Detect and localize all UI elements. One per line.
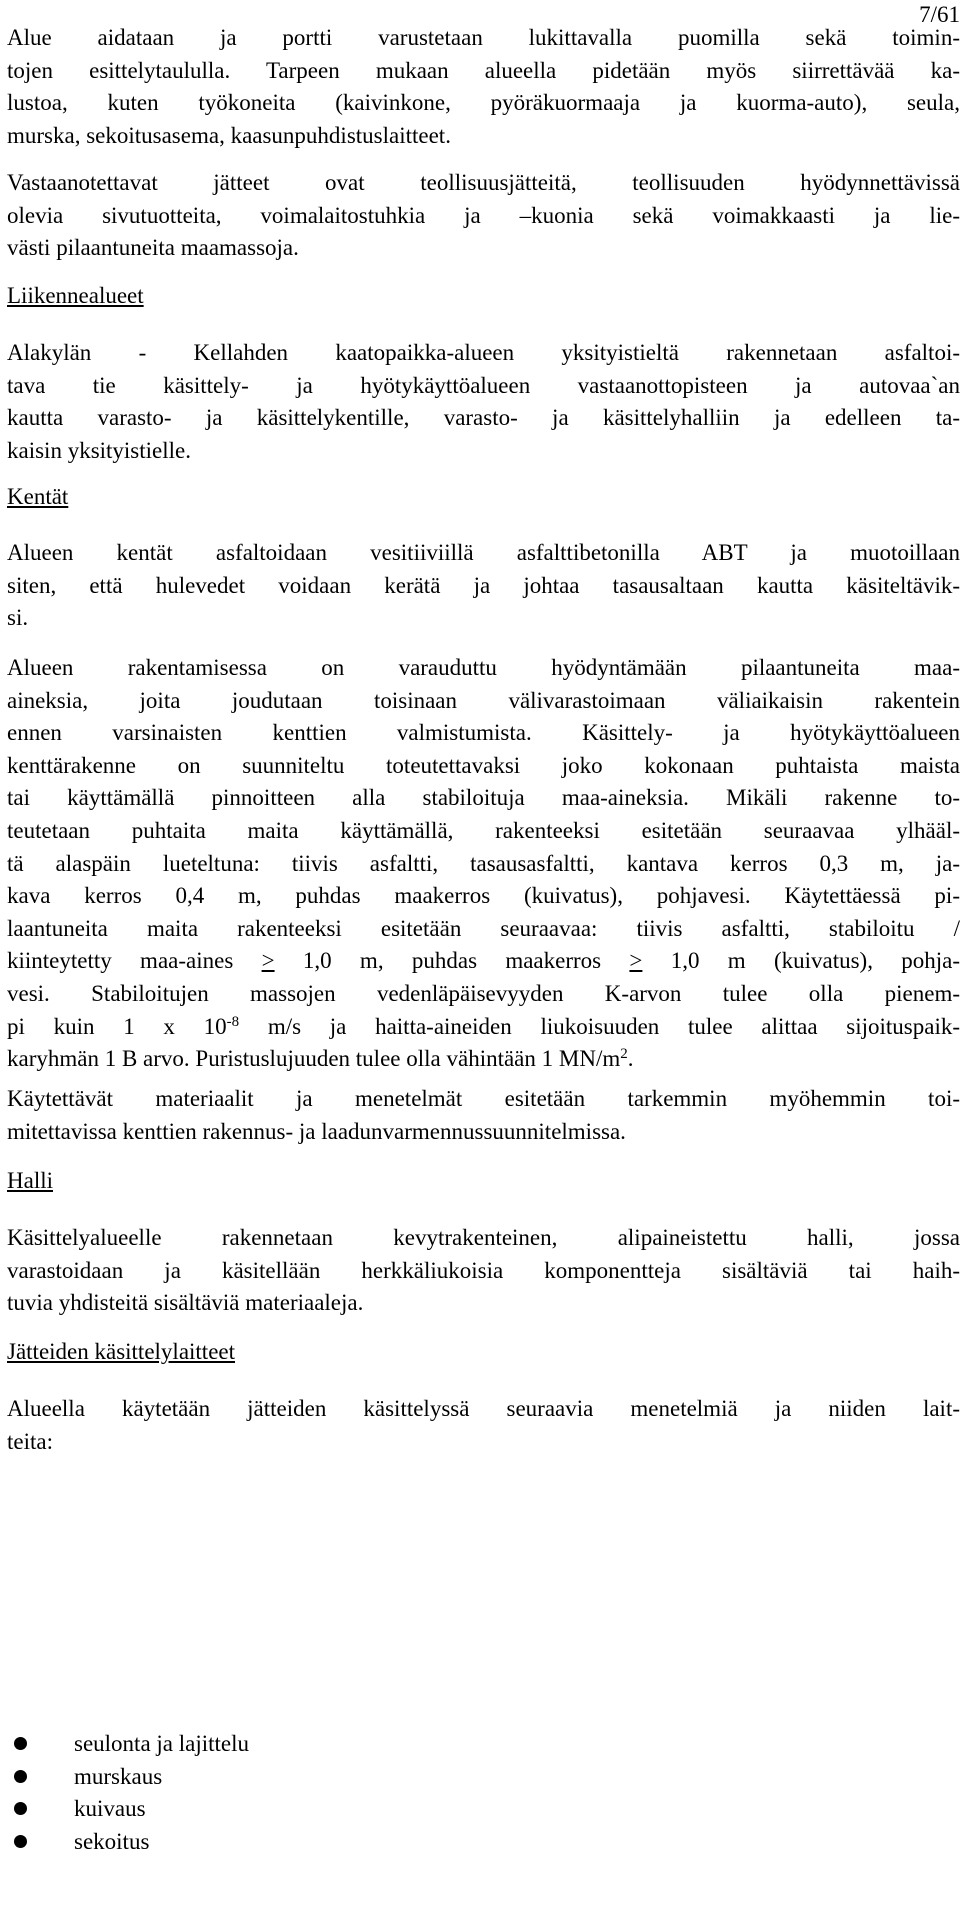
exponent: 2 [620,1046,628,1063]
text-line: västi pilaantuneita maamassoja. [7,235,299,261]
section-heading-liikennealueet [7,280,960,313]
text-line: laantuneita maita rakenteeksi esitetään seuraavaa: tiivis asfaltti, stabiloitu / [7,915,960,941]
text-line: mitettavissa kenttien rakennus- ja laadunvarmennussuunnitelmissa. [7,1118,626,1144]
text-line [7,1011,960,1044]
text-segment: . [627,1046,634,1072]
text-line: Alakylän - Kellahden kaatopaikka-alueen yksityistieltä rakennetaan asfaltoi- [7,340,960,365]
list-item-text: seulonta ja lajittelu [74,1731,250,1756]
text-line: Käytettävät materiaalit ja menetelmät esitetään tarkemmin myöhemmin toi- [7,1086,960,1111]
list-item-text: sekoitus [74,1828,150,1854]
text-line: olevia sivutuotteita, voimalaitostuhkia ja –kuonia sekä voimakkaasti ja lie- [7,202,960,228]
heading-text: Kentät [7,484,69,509]
text-line: tojen esittelytaululla. Tarpeen mukaan alueella pidetään myös siirrettävää ka- [7,57,960,83]
page-number: 7/61 [919,2,960,27]
text-line: kava kerros 0,4 m, puhdas maakerros (kuivatus), pohjavesi. Käytettäessä pi- [7,883,960,909]
text-line: tava tie käsittely- ja hyötykäyttöalueen vastaanottopisteen ja autovaa`an [7,372,960,398]
text-line: varastoidaan ja käsitellään herkkäliukoisia komponentteja sisältäviä tai haih- [7,1257,960,1283]
heading-text: Halli [7,1168,53,1193]
text-line: tä alaspäin lueteltuna: tiivis asfaltti, tasausasfaltti, kantava kerros 0,3 m, ja- [7,850,960,876]
text-line: Alueella käytetään jätteiden käsittelyssä seuraavia menetelmiä ja niiden lait- [7,1396,960,1421]
text-line: lustoa, kuten työkoneita (kaivinkone, pyöräkuormaaja ja kuorma-auto), seula, [7,90,960,116]
text-segment: kiinteytetty maa-aines [7,948,262,974]
text-line: vesi. Stabiloitujen massojen vedenläpäisevyyden K-arvon tulee olla pienem- [7,980,960,1006]
heading-text: Jätteiden käsittelylaitteet [7,1339,236,1364]
heading-text: Liikennealueet [7,283,144,308]
text-line: teita: [7,1428,53,1454]
paragraph-equipment [7,1393,960,1458]
text-line: Alueen kentät asfaltoidaan vesitiiviillä asfalttibetonilla ABT ja muotoillaan [7,540,960,565]
section-heading-halli [7,1165,960,1198]
bullet-icon [14,1835,27,1848]
bullet-icon [14,1802,27,1815]
text-segment: 1,0 m (kuivatus), pohja- [642,948,960,974]
paragraph-materials [7,1083,960,1148]
text-line: Vastaanotettavat jätteet ovat teollisuusjätteitä, teollisuuden hyödynnettävissä [7,170,960,195]
text-line: ennen varsinaisten kenttien valmistumista. Käsittely- ja hyötykäyttöalueen [7,720,960,746]
text-line: tuvia yhdisteitä sisältäviä materiaaleja. [7,1290,364,1316]
paragraph-fields [7,537,960,635]
list-item-text: murskaus [74,1763,163,1789]
greater-equal-sign: > [261,948,275,974]
text-segment: karyhmän 1 B arvo. Puristuslujuuden tulee olla vähintään 1 MN/m [7,1046,621,1072]
list-item [7,1793,249,1826]
section-heading-kentat [7,481,960,514]
list-item [7,1761,249,1794]
list-item-text: kuivaus [74,1796,146,1822]
text-line: teutetaan puhtaita maita käyttämällä, rakenteeksi esitetään seuraavaa ylhääl- [7,817,960,843]
text-line: tai käyttämällä pinnoitteen alla stabiloituja maa-aineksia. Mikäli rakenne to- [7,785,960,811]
text-line [7,945,960,978]
paragraph-construction [7,652,960,1076]
list-item [7,1826,249,1859]
equipment-list [7,1728,249,1858]
text-segment: 1,0 m, puhdas maakerros [274,948,630,974]
text-line: aineksia, joita joudutaan toisinaan välivarastoimaan väliaikaisin rakentein [7,687,960,713]
bullet-icon [14,1770,27,1783]
list-item [7,1728,249,1761]
text-line: Käsittelyalueelle rakennetaan kevytrakenteinen, alipaineistettu halli, jossa [7,1225,960,1250]
text-line: kenttärakenne on suunniteltu toteutettavaksi joko kokonaan puhtaista maista [7,752,960,778]
paragraph-waste-types [7,167,960,265]
text-line: si. [7,605,29,631]
text-line: kautta varasto- ja käsittelykentille, varasto- ja käsittelyhalliin ja edelleen ta- [7,405,960,431]
paragraph-traffic [7,337,960,467]
text-line: siten, että hulevedet voidaan kerätä ja johtaa tasausaltaan kautta käsiteltävik- [7,572,960,598]
paragraph-fencing [7,22,960,152]
text-line: murska, sekoitusasema, kaasunpuhdistuslaitteet. [7,122,451,148]
paragraph-hall [7,1222,960,1320]
text-segment: m/s ja haitta-aineiden liukoisuuden tulee alittaa sijoituspaik- [239,1013,960,1039]
exponent: -8 [226,1013,240,1030]
text-line: Alue aidataan ja portti varustetaan lukittavalla puomilla sekä toimin- [7,25,960,50]
text-line: kaisin yksityistielle. [7,437,191,463]
text-line: Alueen rakentamisessa on varauduttu hyödyntämään pilaantuneita maa- [7,655,960,680]
text-line [7,1043,960,1076]
greater-equal-sign: > [629,948,643,974]
bullet-icon [14,1737,27,1750]
text-segment: pi kuin 1 x 10 [7,1013,227,1039]
section-heading-kasittelylaitteet [7,1336,960,1369]
